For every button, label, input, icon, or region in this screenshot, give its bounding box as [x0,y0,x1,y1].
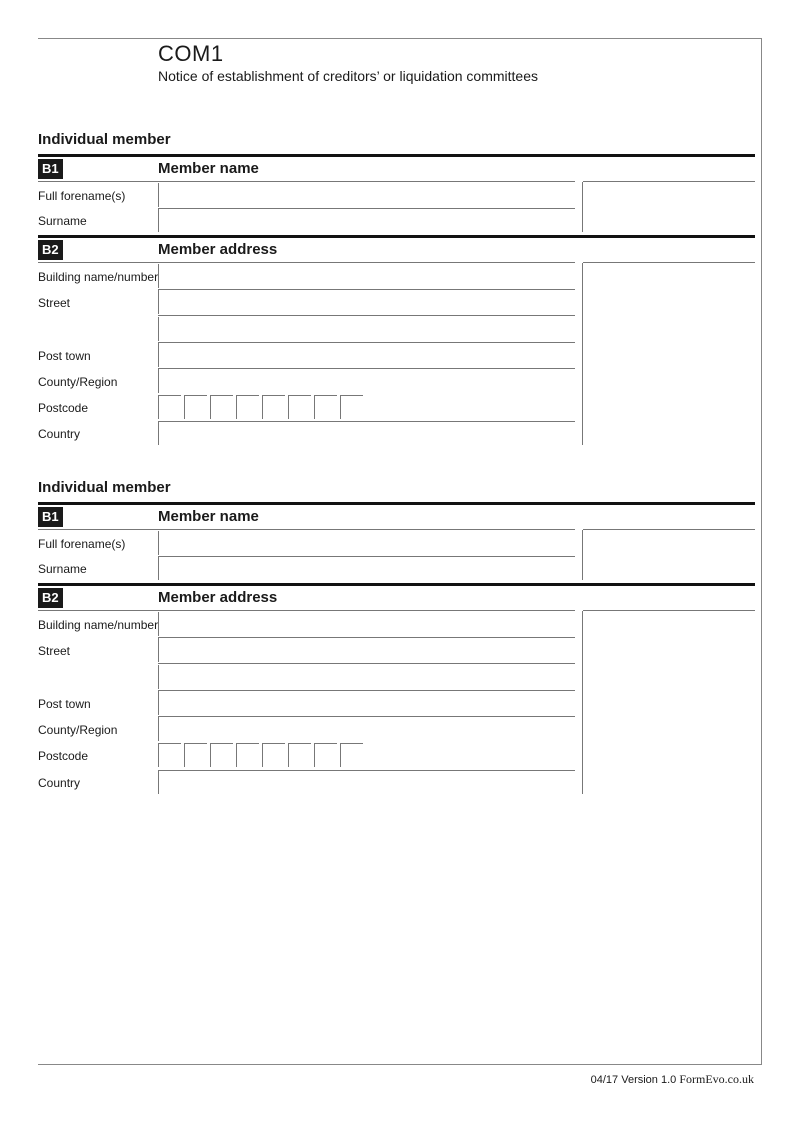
street-field[interactable] [159,638,575,663]
surname-label: Surname [38,562,87,576]
building-row [38,612,575,638]
postcode-label: Postcode [38,749,89,763]
street-label: Street [38,296,71,310]
postcode-box[interactable] [236,743,261,767]
post-town-row [38,691,575,717]
forename-field[interactable] [159,531,575,556]
postcode-box[interactable] [262,395,287,419]
country-label: Country [38,427,81,441]
section-badge: B2 [38,240,63,260]
street-line2-row [38,317,575,343]
forename-label: Full forename(s) [38,537,126,551]
version-text: 04/17 Version 1.0 [590,1074,677,1086]
postcode-box[interactable] [340,743,365,767]
surname-row [38,208,575,234]
postcode-box[interactable] [184,395,209,419]
footer [591,1072,754,1087]
section-heading: Individual member [38,479,171,496]
section-badge: B1 [38,507,63,527]
building-label: Building name/number [38,618,159,632]
forename-row [38,183,575,209]
section-badge: B2 [38,588,63,608]
post-town-field[interactable] [159,691,575,716]
surname-row [38,556,575,582]
county-row [38,369,575,395]
county-label: County/Region [38,723,118,737]
postcode-box[interactable] [314,743,339,767]
post-town-field[interactable] [159,343,575,368]
form-code: COM1 [158,41,224,66]
block-title: Member name [158,160,259,177]
forename-label: Full forename(s) [38,189,126,203]
county-label: County/Region [38,375,118,389]
postcode-box[interactable] [210,743,235,767]
street-line2-field[interactable] [159,665,575,690]
postcode-row [38,743,575,769]
block-title: Member name [158,508,259,525]
street-line2-row [38,665,575,691]
surname-label: Surname [38,214,87,228]
postcode-box[interactable] [236,395,261,419]
post-town-label: Post town [38,349,91,363]
postcode-label: Postcode [38,401,89,415]
brand-text: FormEvo.co.uk [679,1072,754,1086]
postcode-box[interactable] [210,395,235,419]
postcode-box[interactable] [184,743,209,767]
street-row [38,638,575,664]
street-line2-field[interactable] [159,317,575,342]
county-row [38,717,575,743]
block-title: Member address [158,589,278,606]
post-town-row [38,343,575,369]
bottom-border [38,1064,762,1065]
postcode-row [38,395,575,421]
building-field[interactable] [159,264,575,289]
street-field[interactable] [159,290,575,315]
surname-field[interactable] [159,556,575,581]
block-title: Member address [158,241,278,258]
country-row [38,770,575,796]
building-field[interactable] [159,612,575,637]
forename-field[interactable] [159,183,575,208]
postcode-box[interactable] [288,743,313,767]
country-field[interactable] [159,770,575,795]
building-label: Building name/number [38,270,159,284]
top-border [38,38,762,39]
postcode-box[interactable] [158,395,183,419]
postcode-box[interactable] [314,395,339,419]
forename-row [38,531,575,557]
postcode-box[interactable] [262,743,287,767]
post-town-label: Post town [38,697,91,711]
country-label: Country [38,776,81,790]
postcode-box[interactable] [158,743,183,767]
section-heading: Individual member [38,131,171,148]
right-border [761,38,762,1065]
section-badge: B1 [38,159,63,179]
country-row [38,421,575,447]
surname-field[interactable] [159,208,575,233]
postcode-box[interactable] [288,395,313,419]
building-row [38,264,575,290]
county-field[interactable] [159,369,575,394]
street-label: Street [38,644,71,658]
street-row [38,290,575,316]
form-title: Notice of establishment of creditors’ or liquidation committees [158,68,538,84]
postcode-box[interactable] [340,395,365,419]
county-field[interactable] [159,717,575,742]
country-field[interactable] [159,421,575,446]
